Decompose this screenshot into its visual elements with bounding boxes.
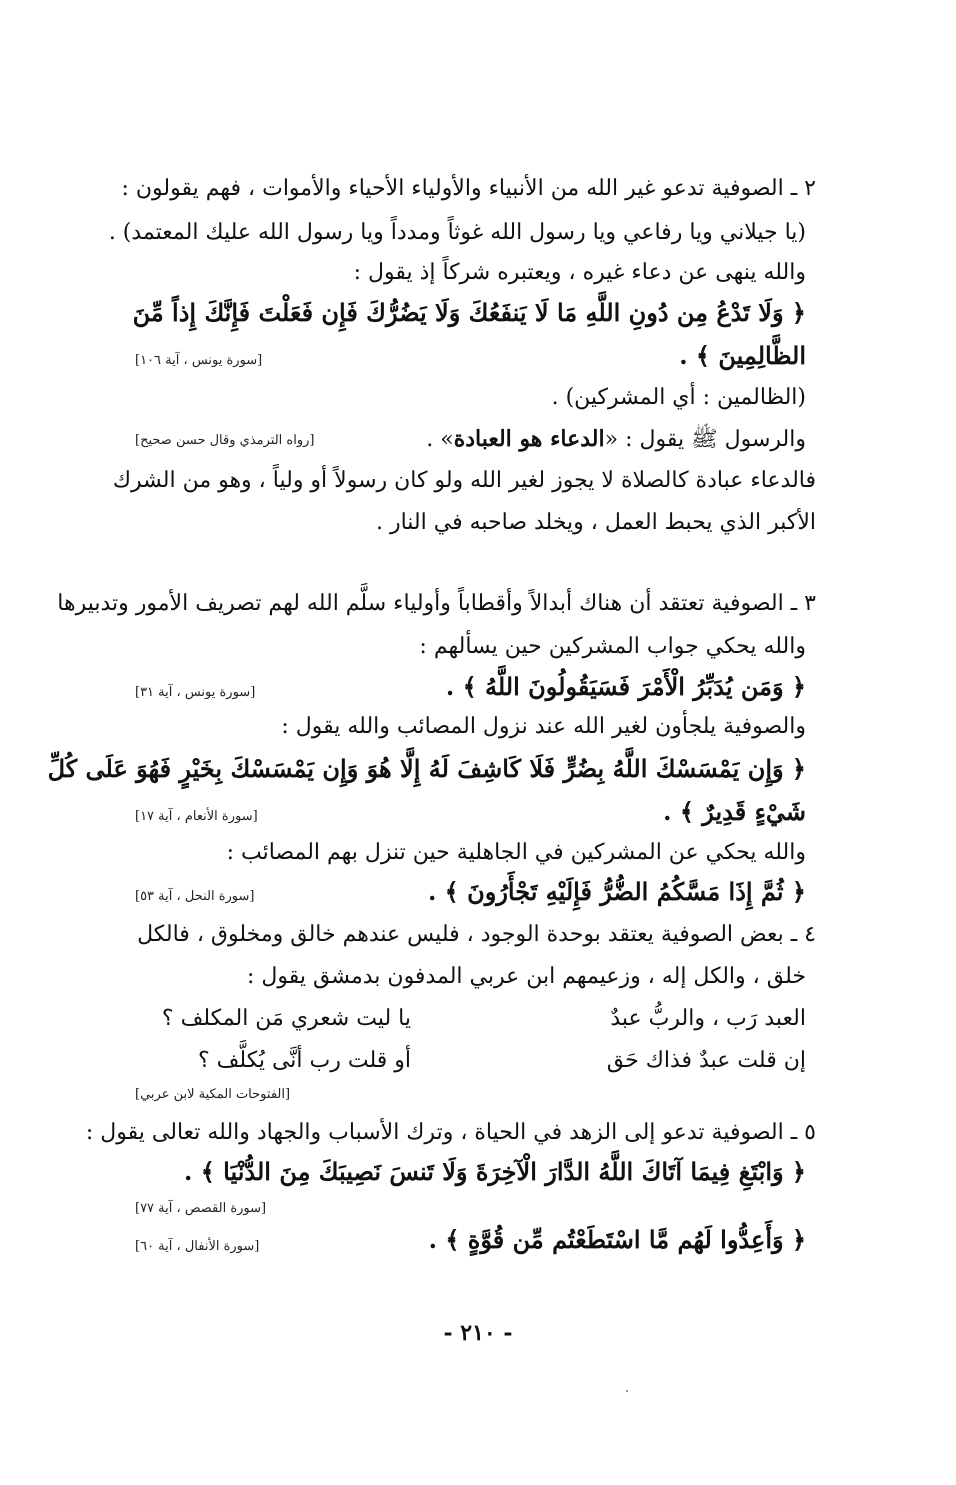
item3-line1: ٣ ـ الصوفية تعتقد أن هناك أبدالاً وأقطاباً وأولياء سلَّم الله لهم تصريف الأمور وتدبيرها: [57, 591, 816, 616]
poem-verse1-second-hemistich: يا ليت شعري مَن المكلف ؟: [161, 1006, 411, 1031]
reference-nahl-53: [سورة النحل ، آية ٥٣]: [135, 889, 255, 904]
quran-verse-2: ﴿ وَمَن يُدَبِّرُ الْأَمْرَ فَسَيَقُولُونَ اللَّهُ ﴾ .: [445, 672, 806, 701]
item2-line2: (يا جيلاني ويا رفاعي ويا رسول الله غوثاً ومدداً ويا رسول الله عليك المعتمد) .: [108, 220, 806, 245]
reference-tirmidhi: [رواه الترمذي وقال حسن صحيح]: [135, 433, 315, 448]
item4-line1: ٤ ـ بعض الصوفية يعتقد بوحدة الوجود ، فليس عندهم خالق ومخلوق ، فالكل: [137, 922, 816, 947]
item3-line2: والله يحكي جواب المشركين حين يسألهم :: [419, 634, 806, 659]
item5-line1: ٥ ـ الصوفية تدعو إلى الزهد في الحياة ، وترك الأسباب والجهاد والله تعالى يقول :: [85, 1120, 816, 1145]
quran-verse-5: ﴿ وَابْتَغِ فِيمَا آتَاكَ اللَّهُ الدَّارَ الْآخِرَةَ وَلَا تَنسَ نَصِيبَكَ مِنَ الدُّنْيَا ﴾ .: [184, 1157, 806, 1186]
reference-yunus-31: [سورة يونس ، آية ٣١]: [135, 685, 256, 700]
scan-speck: [626, 1390, 628, 1392]
hadith-line: [426, 428, 806, 451]
item4-line2: خلق ، والكل إله ، وزعيمهم ابن عربي المدفون بدمشق يقول :: [246, 964, 806, 989]
quran-verse-4: ﴿ ثُمَّ إِذَا مَسَّكُمُ الضُّرُّ فَإِلَيْهِ تَجْأَرُونَ ﴾ .: [427, 877, 806, 906]
quran-verse-1-line1: ﴿ وَلَا تَدْعُ مِن دُونِ اللَّهِ مَا لَا يَنفَعُكَ وَلَا يَضُرُّكَ فَإِن فَعَلْتَ فَإِنَّكَ إِذاً مِّنَ: [132, 298, 806, 327]
item2-line6: فالدعاء عبادة كالصلاة لا يجوز لغير الله ولو كان رسولاً أو ولياً ، وهو من الشرك: [112, 468, 816, 493]
item2-line1: ٢ ـ الصوفية تدعو غير الله من الأنبياء والأولياء الأحياء والأموات ، فهم يقولون :: [121, 176, 816, 201]
reference-anfal-60: [سورة الأنفال ، آية ٦٠]: [135, 1239, 260, 1254]
poem-verse2-first-hemistich: إن قلت عبدٌ فذاك حَق: [606, 1048, 806, 1073]
reference-qasas-77: [سورة القصص ، آية ٧٧]: [135, 1201, 267, 1216]
poem-verse2-second-hemistich: أو قلت رب أنَّى يُكلَّف ؟: [197, 1048, 411, 1073]
item2-line4: (الظالمين : أي المشركين) .: [551, 385, 806, 410]
reference-futuhat: [الفتوحات المكية لابن عربي]: [135, 1087, 291, 1102]
item2-line7: الأكبر الذي يحبط العمل ، ويخلد صاحبه في النار .: [375, 510, 816, 535]
quran-verse-3-line1: ﴿ وَإِن يَمْسَسْكَ اللَّهُ بِضُرٍّ فَلَا كَاشِفَ لَهُ إِلَّا هُوَ وَإِن يَمْسَسْكَ بِخَيْرٍ فَهُوَ عَلَى كُلِّ: [47, 754, 806, 783]
quran-verse-6: ﴿ وَأَعِدُّوا لَهُم مَّا اسْتَطَعْتُم مِّن قُوَّةٍ ﴾ .: [428, 1225, 806, 1254]
page-number: - ٢١٠ -: [443, 1320, 513, 1346]
item3-line3: والصوفية يلجأون لغير الله عند نزول المصائب والله يقول :: [281, 714, 806, 739]
hadith-close: » .: [426, 427, 454, 452]
quran-verse-3-line2: شَيْءٍ قَدِيرٌ ﴾ .: [663, 797, 806, 826]
quran-verse-1-line2: الظَّالِمِينَ ﴾ .: [679, 341, 806, 370]
item2-line3: والله ينهى عن دعاء غيره ، ويعتبره شركاً إذ يقول :: [353, 260, 806, 285]
item3-line4: والله يحكي عن المشركين في الجاهلية حين تنزل بهم المصائب :: [226, 840, 806, 865]
reference-yunus-106: [سورة يونس ، آية ١٠٦]: [135, 353, 263, 368]
reference-anam-17: [سورة الأنعام ، آية ١٧]: [135, 809, 258, 824]
hadith-text: الدعاء هو العبادة: [453, 426, 605, 452]
hadith-intro: والرسول ﷺ يقول : «: [604, 427, 806, 452]
poem-verse1-first-hemistich: العبد رَب ، والربُّ عبدٌ: [610, 1006, 806, 1031]
